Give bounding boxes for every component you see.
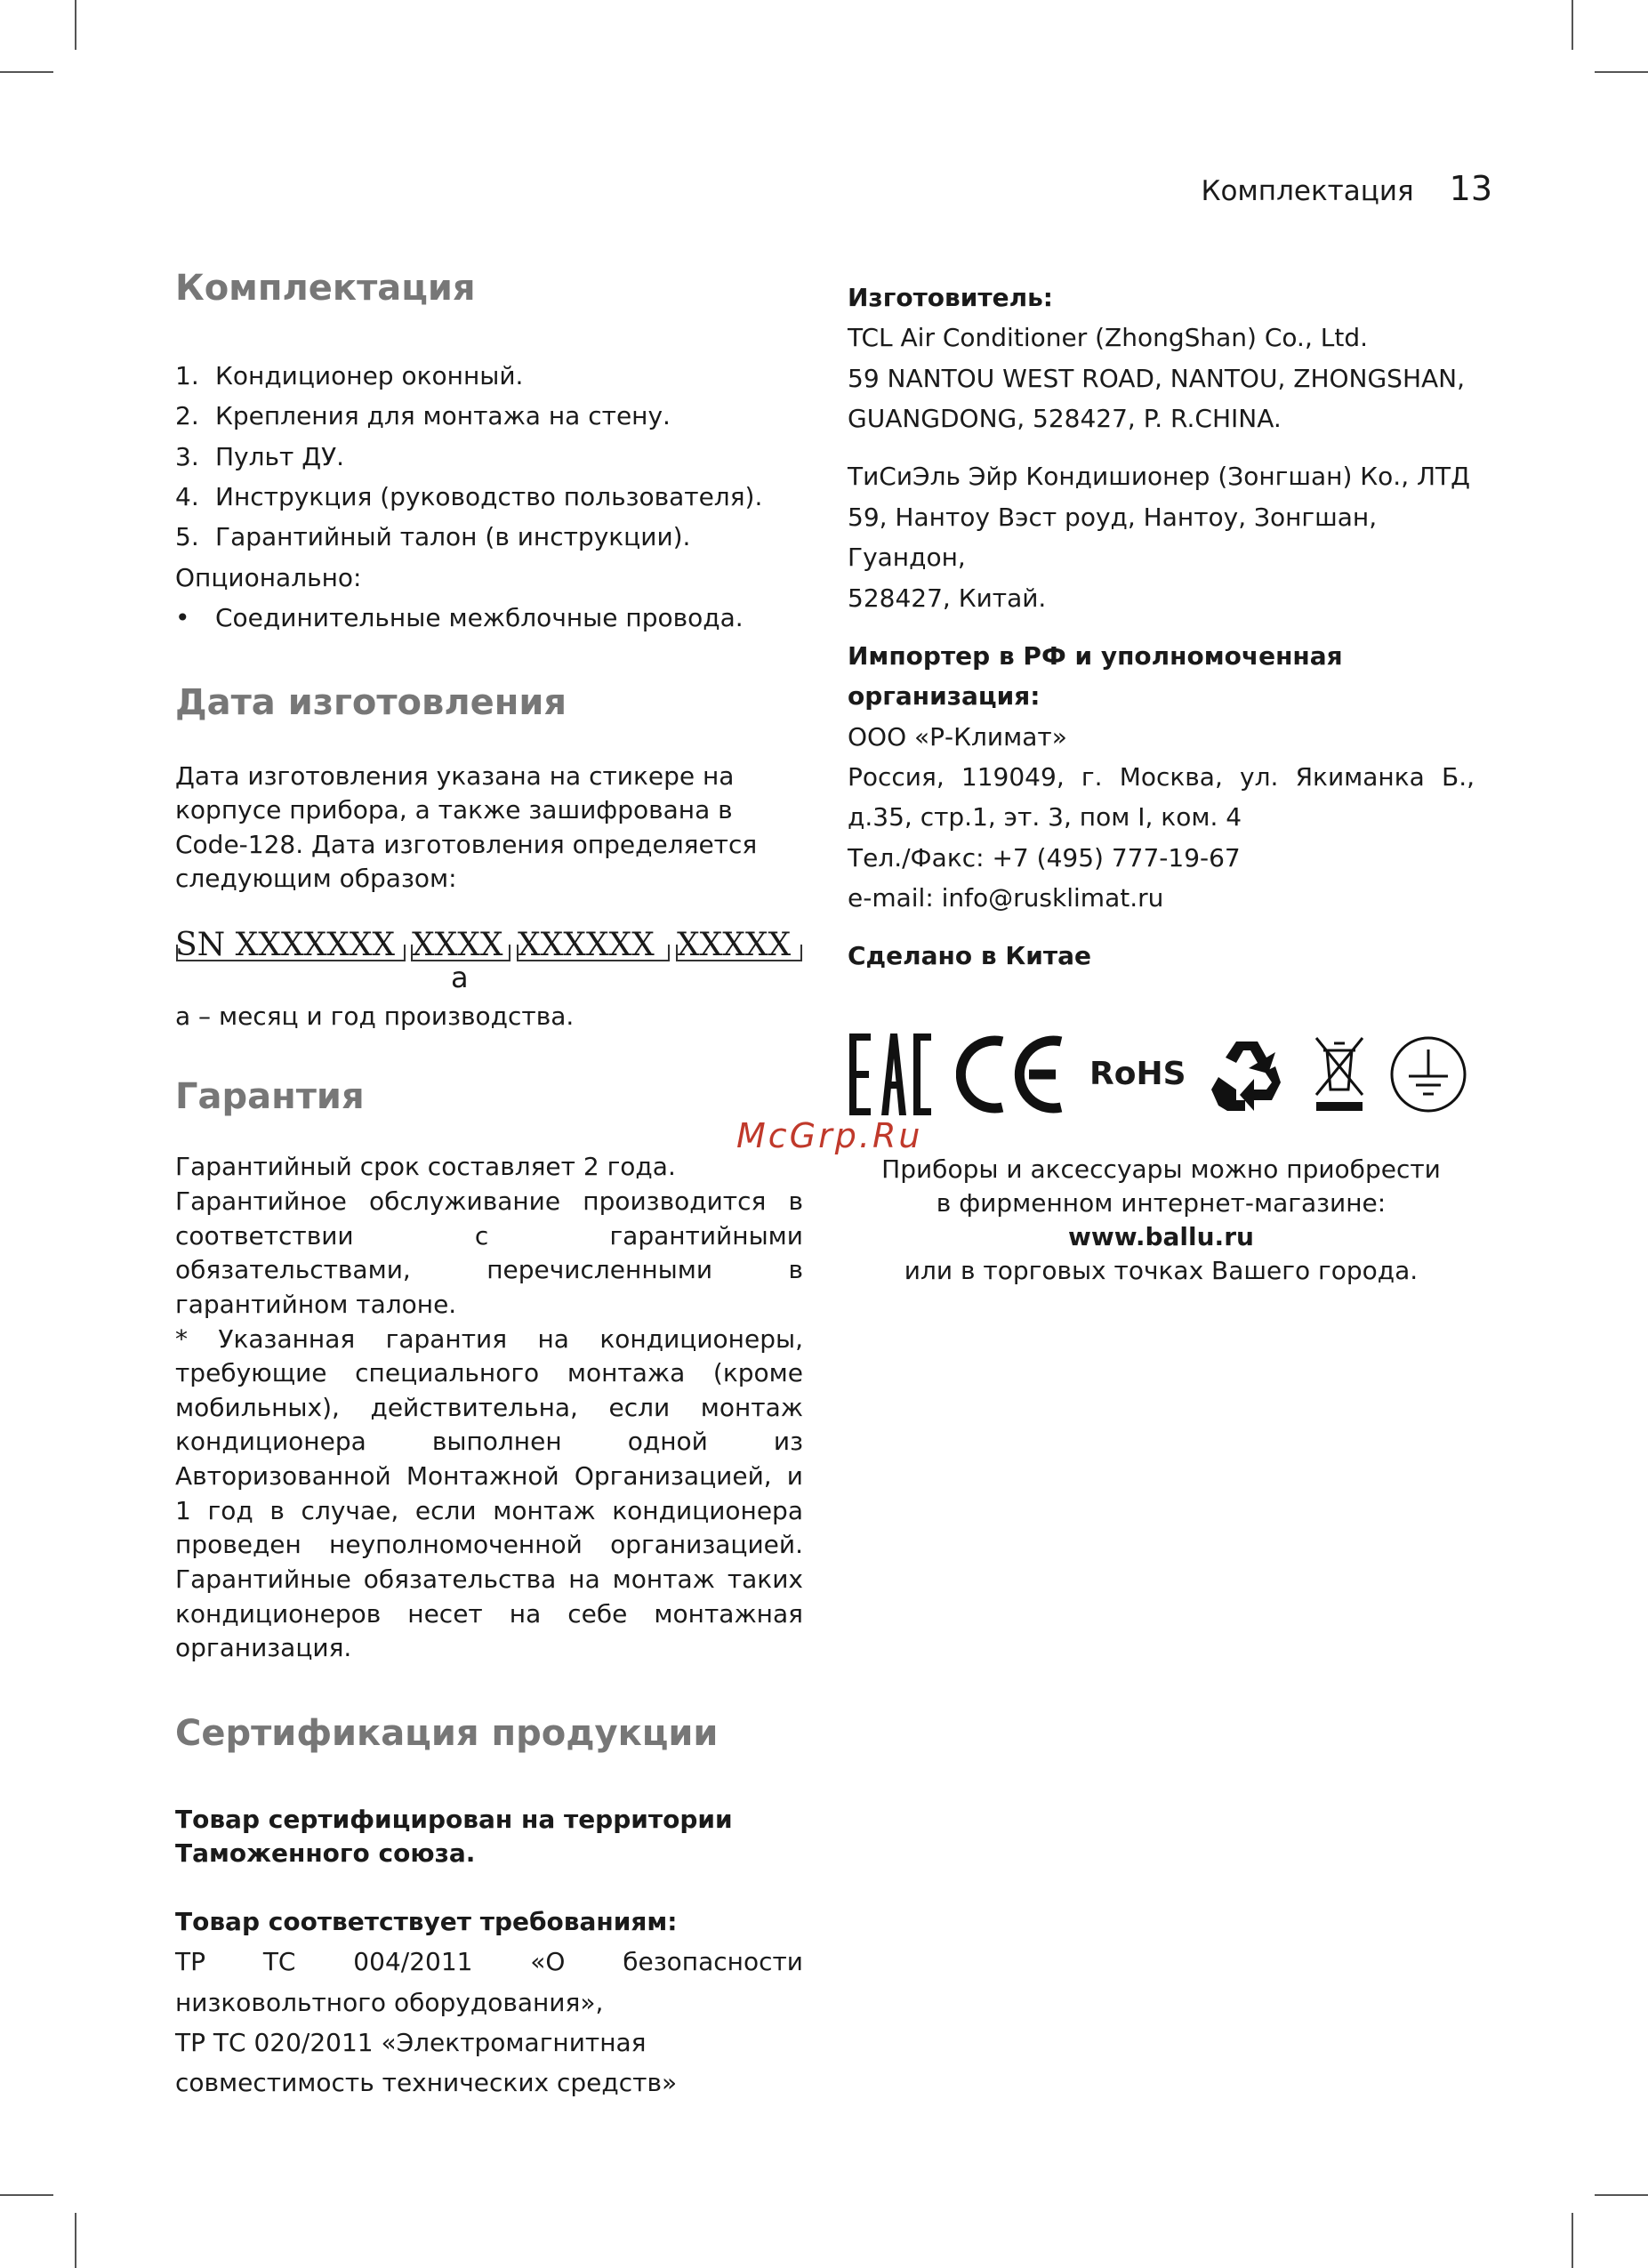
crop-mark: [1595, 71, 1648, 73]
komplekt-title: Комплектация: [175, 268, 476, 309]
sn-marker: a: [451, 961, 469, 995]
manufacturer-label: Изготовитель:: [848, 283, 1053, 312]
cert-title: Сертификация продукции: [175, 1712, 719, 1754]
crop-mark: [1572, 2213, 1573, 2268]
komplekt-list: [175, 356, 803, 558]
warranty-line1: Гарантийный срок составляет 2 года.: [175, 1152, 676, 1182]
date-note: a – месяц и год производства.: [175, 1001, 575, 1032]
list-item: • Соединительные межблочные провода.: [175, 603, 744, 633]
optional-label: Опционально:: [175, 562, 362, 592]
sn-part: XXXXX: [677, 927, 792, 964]
importer-email: e-mail: info@rusklimat.ru: [848, 883, 1164, 913]
shop-line: Приборы и аксессуары можно приобрести: [881, 1154, 1441, 1184]
cert-bold2: Товар соответствует требованиям:: [175, 1907, 678, 1936]
importer-address: Россия, 119049, г. Москва, ул. Якиманка Б., д.35, стр.1, эт. 3, пом I, ком. 4: [848, 761, 1475, 832]
warranty-title: Гарантия: [175, 1076, 365, 1118]
list-item: 4. Инструкция (руководство пользователя).: [175, 482, 763, 512]
list-item: 1. Кондиционер оконный.: [175, 361, 524, 390]
warranty-para3: * Указанная гарантия на кондиционеры, требующие специального монтажа (кроме мобильных), действительна, если монтаж кондиционера выполнен одной из Авторизованной Монтажной Организацией, и 1 год в случае, если монтаж кондиционера проведен неуполномоченной организацией. Гарантийные обязательства на монтаж таких кондиционеров несет на себе монтажная организация.: [175, 1323, 803, 1663]
watermark: McGrp.Ru: [736, 1116, 923, 1155]
shop-info: [848, 1153, 1475, 1288]
sn-part: SN XXXXXXX: [175, 927, 396, 964]
right-column: [848, 277, 1475, 1288]
shop-line: или в торговых точках Вашего города.: [904, 1255, 1419, 1285]
manufacturer-ru-line: 528427, Китай.: [848, 583, 1047, 613]
sn-part: XXXX: [412, 927, 503, 964]
recycle-icon: [1210, 1036, 1290, 1113]
date-text: Дата изготовления указана на стикере на корпусе прибора, а также зашифрована в Code-128. Дата изготовления определяется следующим образом:: [175, 760, 758, 894]
crop-mark: [75, 2213, 76, 2268]
optional-list: [175, 598, 803, 638]
cert-bold1: Товар сертифицирован на территории Таможенного союза.: [175, 1804, 733, 1869]
list-item: 5. Гарантийный талон (в инструкции).: [175, 522, 691, 552]
ground-icon: [1389, 1035, 1467, 1114]
shop-url-link[interactable]: www.ballu.ru: [1068, 1221, 1254, 1251]
crop-mark: [1595, 2194, 1648, 2196]
ce-icon: [956, 1034, 1066, 1114]
crop-mark: [1572, 0, 1573, 50]
page-number: 13: [1449, 169, 1492, 208]
running-header: [1201, 169, 1492, 208]
sn-brackets: [175, 936, 803, 966]
sn-code-diagram: [175, 920, 803, 996]
weee-bin-icon: [1313, 1034, 1366, 1114]
manufacturer-line: GUANGDONG, 528427, P. R.CHINA.: [848, 404, 1282, 434]
manufacturer-ru-line: ТиСиЭль Эйр Кондишионер (Зонгшан) Ко., ЛТД: [848, 462, 1471, 492]
manufacturer-line: TCL Air Conditioner (ZhongShan) Co., Ltd.: [848, 323, 1369, 353]
crop-mark: [0, 71, 53, 73]
eac-icon: [848, 1032, 933, 1117]
made-in: Сделано в Китае: [848, 941, 1091, 971]
sn-part: XXXXXX: [518, 927, 655, 964]
crop-mark: [0, 2194, 53, 2196]
date-title: Дата изготовления: [175, 681, 567, 723]
importer-label: Импортер в РФ и уполномоченная организация:: [848, 640, 1343, 712]
manufacturer-line: 59 NANTOU WEST ROAD, NANTOU, ZHONGSHAN,: [848, 363, 1466, 393]
certification-marks: [848, 1032, 1475, 1117]
list-item: 2. Крепления для монтажа на стену.: [175, 401, 671, 431]
header-section: Комплектация: [1201, 175, 1414, 207]
warranty-para2: Гарантийное обслуживание производится в соответствии с гарантийными обязательствами, перечисленными в гарантийном талоне.: [175, 1186, 803, 1319]
importer-name: ООО «Р-Климат»: [848, 721, 1067, 752]
left-column: [175, 267, 803, 2103]
rohs-icon: RoHS: [1089, 1055, 1186, 1092]
cert-req1: ТР ТС 004/2011 «О безопасности низковольтного оборудования»,: [175, 1947, 803, 2017]
list-item: 3. Пульт ДУ.: [175, 441, 345, 471]
crop-mark: [75, 0, 76, 50]
cert-req2: ТР ТС 020/2011 «Электромагнитная совместимость технических средств»: [175, 2028, 678, 2098]
manufacturer-ru-line: 59, Нантоу Вэст роуд, Нантоу, Зонгшан, Гуандон,: [848, 502, 1378, 573]
importer-phone: Тел./Факс: +7 (495) 777-19-67: [848, 842, 1241, 873]
shop-line: в фирменном интернет-магазине:: [936, 1187, 1387, 1218]
